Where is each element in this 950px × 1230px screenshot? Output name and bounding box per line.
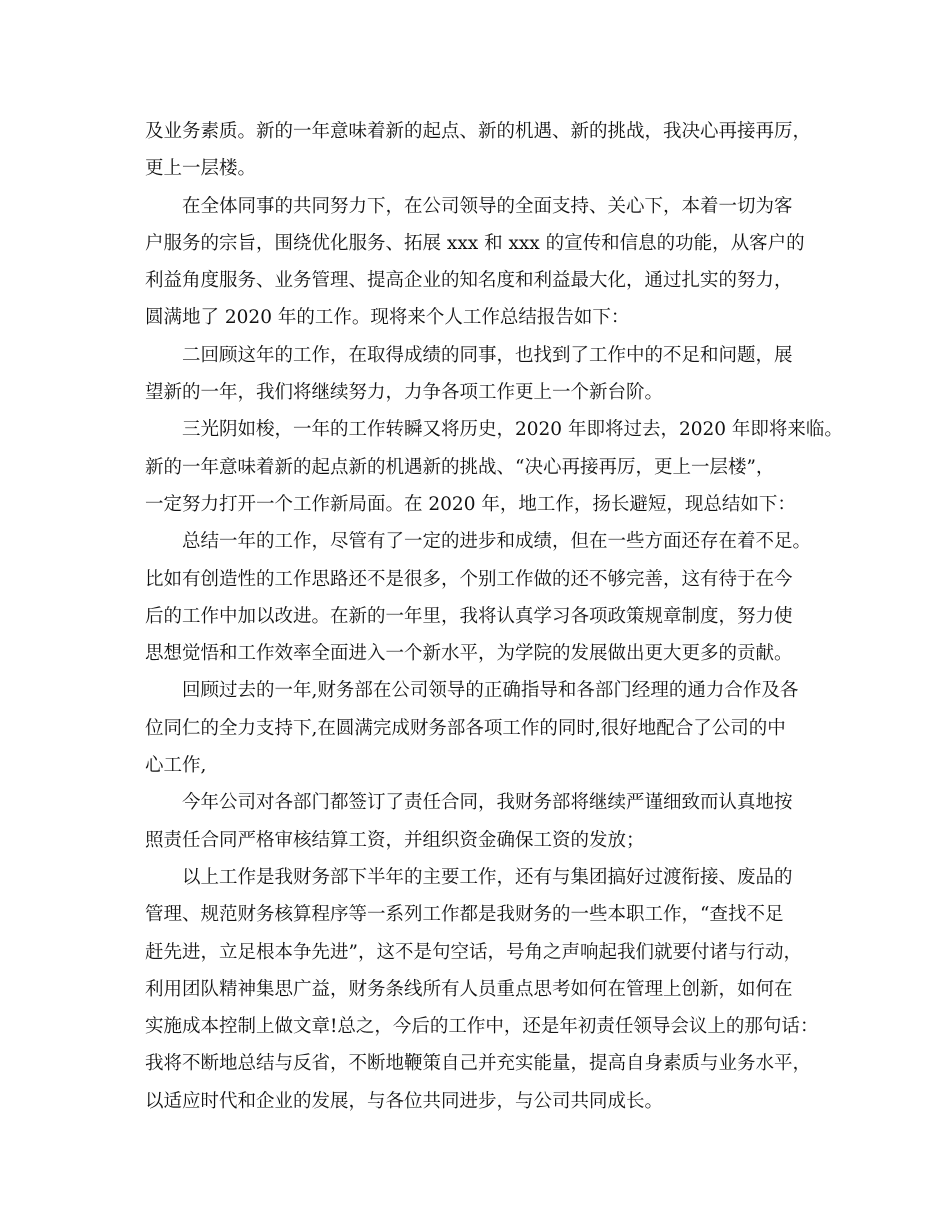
text-line: 户服务的宗旨，围绕优化服务、拓展 xxx 和 xxx 的宣传和信息的功能，从客户的 bbox=[145, 232, 805, 254]
text-line: 思想觉悟和工作效率全面进入一个新水平，为学院的发展做出更大更多的贡献。 bbox=[145, 643, 793, 665]
text-line: 今年公司对各部门都签订了责任合同，我财务部将继续严谨细致而认真地按 bbox=[182, 792, 793, 814]
text-line: 在全体同事的共同努力下，在公司领导的全面支持、关心下，本着一切为客 bbox=[182, 195, 793, 217]
text-line: 新的一年意味着新的起点新的机遇新的挑战、“决心再接再厉，更上一层楼”， bbox=[145, 456, 775, 478]
text-line: 比如有创造性的工作思路还不是很多，个别工作做的还不够完善，这有待于在今 bbox=[145, 568, 793, 590]
text-line: 及业务素质。新的一年意味着新的起点、新的机遇、新的挑战，我决心再接再厉， bbox=[145, 121, 812, 142]
text-line: 更上一层楼。 bbox=[145, 158, 257, 180]
text-line: 总结一年的工作，尽管有了一定的进步和成绩，但在一些方面还存在着不足。 bbox=[182, 531, 812, 553]
text-line: 心工作, bbox=[145, 755, 207, 777]
text-line: 回顾过去的一年,财务部在公司领导的正确指导和各部门经理的通力合作及各 bbox=[182, 680, 799, 702]
text-line: 赶先进，立足根本争先进”，这不是句空话，号角之声响起我们就要付诸与行动， bbox=[145, 941, 802, 963]
text-line: 圆满地了 2020 年的工作。现将来个人工作总结报告如下： bbox=[145, 307, 630, 329]
text-line: 望新的一年，我们将继续努力，力争各项工作更上一个新台阶。 bbox=[145, 382, 664, 404]
text-line: 以适应时代和企业的发展，与各位共同进步，与公司共同成长。 bbox=[145, 1090, 664, 1112]
text-line: 利用团队精神集思广益，财务条线所有人员重点思考如何在管理上创新，如何在 bbox=[145, 978, 793, 1000]
text-line: 后的工作中加以改进。在新的一年里，我将认真学习各项政策规章制度，努力使 bbox=[145, 605, 793, 627]
text-line: 以上工作是我财务部下半年的主要工作，还有与集团搞好过渡衔接、废品的 bbox=[182, 866, 793, 888]
text-line: 照责任合同严格审核结算工资，并组织资金确保工资的发放； bbox=[145, 829, 645, 851]
text-line: 我将不断地总结与反省，不断地鞭策自己并充实能量，提高自身素质与业务水平， bbox=[145, 1053, 812, 1075]
text-line: 实施成本控制上做文章!总之，今后的工作中，还是年初责任领导会议上的那句话： bbox=[145, 1016, 819, 1038]
text-line: 利益角度服务、业务管理、提高企业的知名度和利益最大化，通过扎实的努力， bbox=[145, 270, 793, 292]
body-text bbox=[145, 113, 843, 1120]
text-line: 位同仁的全力支持下,在圆满完成财务部各项工作的同时,很好地配合了公司的中 bbox=[145, 717, 786, 739]
text-line: 管理、规范财务核算程序等一系列工作都是我财务的一些本职工作，“查找不足 bbox=[145, 904, 784, 926]
text-line: 三光阴如梭，一年的工作转瞬又将历史，2020 年即将过去，2020 年即将来临。 bbox=[182, 419, 843, 441]
text-line: 一定努力打开一个工作新局面。在 2020 年，地工作，扬长避短，现总结如下： bbox=[145, 493, 796, 515]
text-line: 二回顾这年的工作，在取得成绩的同事，也找到了工作中的不足和问题，展 bbox=[182, 344, 793, 366]
